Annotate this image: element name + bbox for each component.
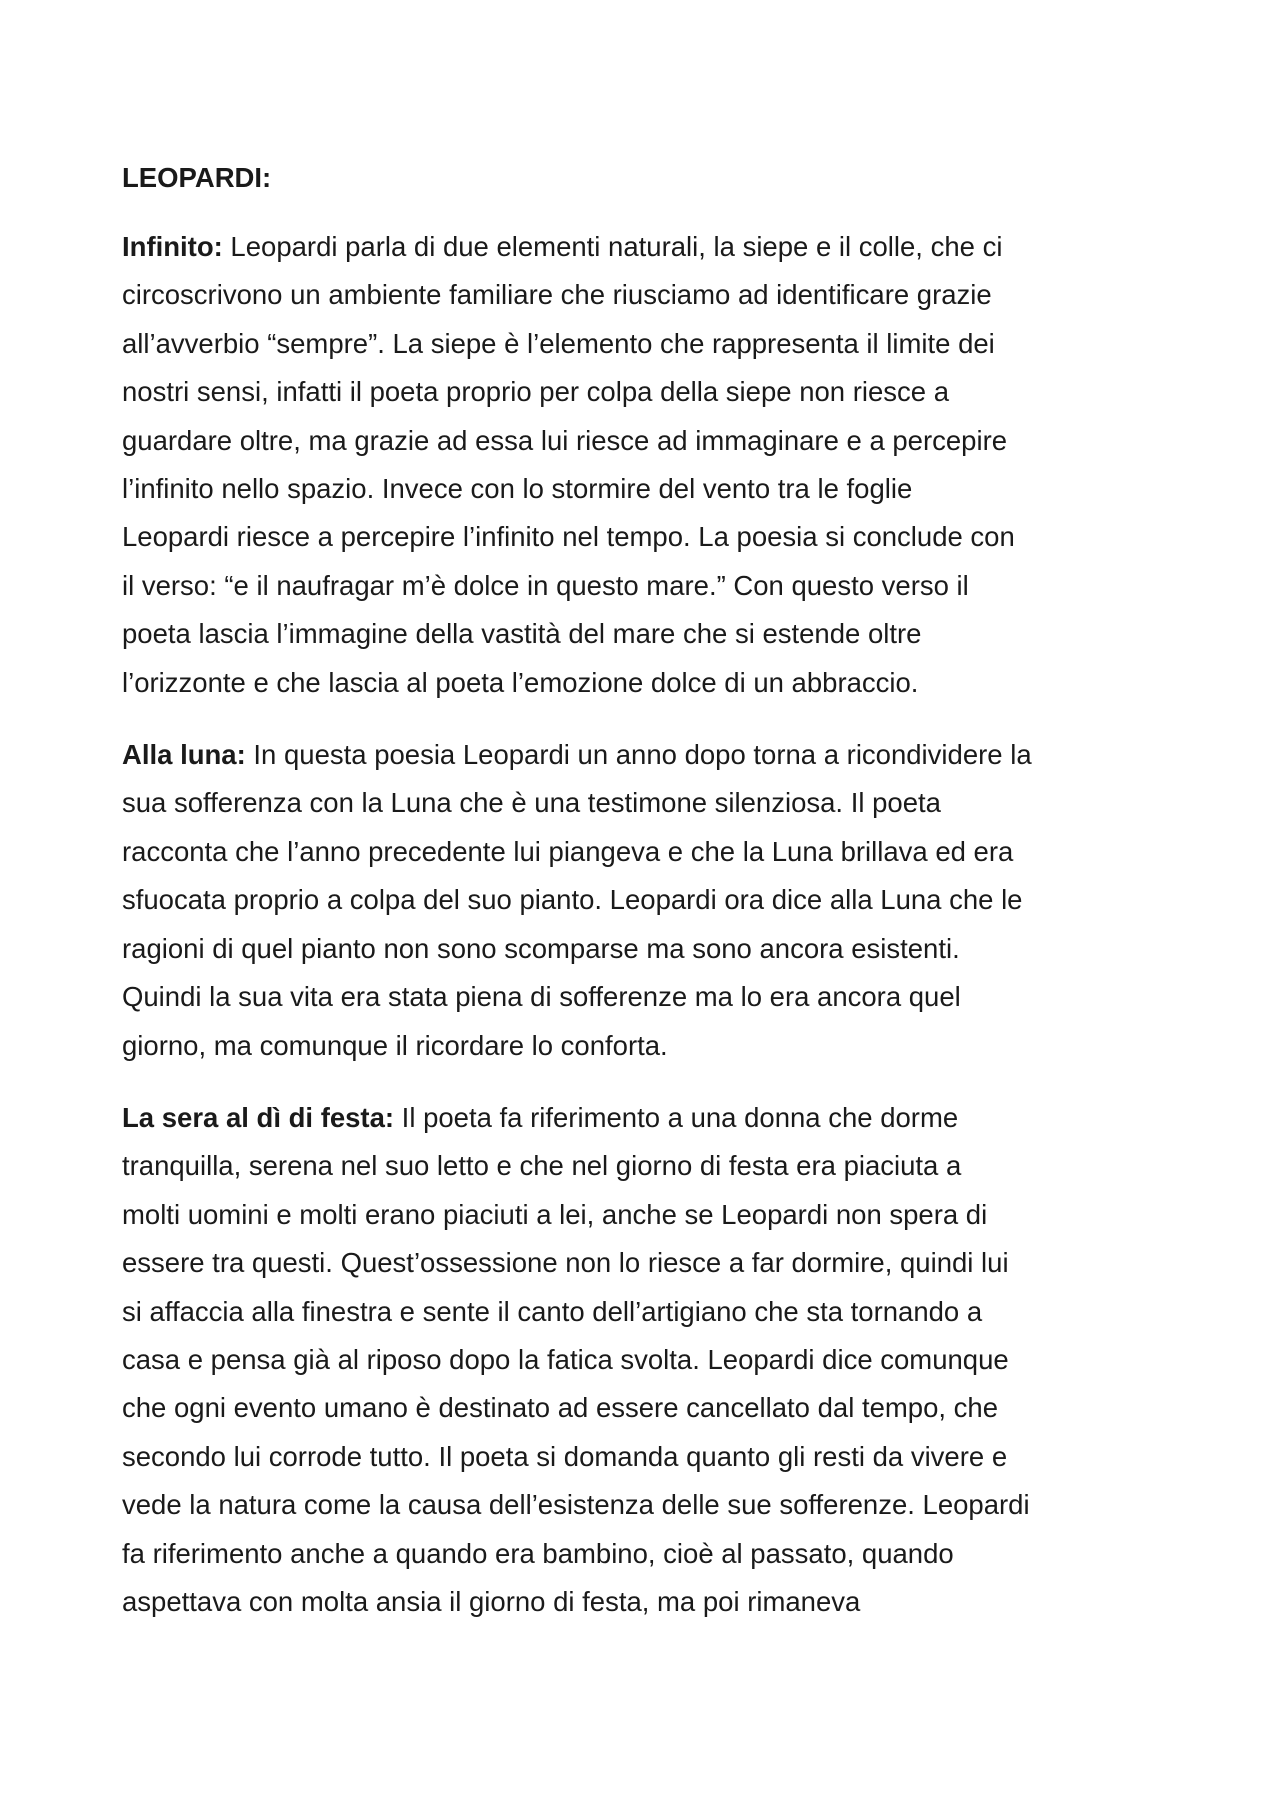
text-line: fa riferimento anche a quando era bambino, cioè al passato, quando xyxy=(122,1537,954,1569)
text-line: circoscrivono un ambiente familiare che riusciamo ad identificare grazie xyxy=(122,279,992,311)
text-line: l’infinito nello spazio. Invece con lo stormire del vento tra le foglie xyxy=(122,473,913,505)
document-page xyxy=(122,158,1172,1650)
text-line: Quindi la sua vita era stata piena di sofferenze ma lo era ancora quel xyxy=(122,981,961,1013)
section-heading: Alla luna: xyxy=(122,739,246,771)
text-line: secondo lui corrode tutto. Il poeta si domanda quanto gli resti da vivere e xyxy=(122,1440,1008,1472)
text-line: In questa poesia Leopardi un anno dopo torna a ricondividere la xyxy=(245,739,1032,771)
text-line: guardare oltre, ma grazie ad essa lui riesce ad immaginare e a percepire xyxy=(122,424,1008,456)
text-line: si affaccia alla finestra e sente il canto dell’artigiano che sta tornando a xyxy=(122,1295,983,1327)
text-line: l’orizzonte e che lascia al poeta l’emozione dolce di un abbraccio. xyxy=(122,666,919,698)
text-line: tranquilla, serena nel suo letto e che nel giorno di festa era piaciuta a xyxy=(122,1150,962,1182)
section-infinito xyxy=(122,223,1172,707)
document-title: LEOPARDI: xyxy=(122,162,272,193)
section-heading: La sera al dì di festa: xyxy=(122,1101,395,1133)
section-alla-luna xyxy=(122,731,1172,1070)
text-line: Leopardi parla di due elementi naturali, la siepe e il colle, che ci xyxy=(222,231,1003,262)
text-line: Il poeta fa riferimento a una donna che dorme xyxy=(394,1101,959,1133)
text-line: all’avverbio “sempre”. La siepe è l’elemento che rappresenta il limite dei xyxy=(122,327,995,359)
text-line: molti uomini e molti erano piaciuti a lei, anche se Leopardi non spera di xyxy=(122,1198,988,1230)
text-line: Leopardi riesce a percepire l’infinito nel tempo. La poesia si conclude con xyxy=(122,521,1015,553)
text-line: racconta che l’anno precedente lui piangeva e che la Luna brillava ed era xyxy=(122,835,1014,867)
text-line: aspettava con molta ansia il giorno di festa, ma poi rimaneva xyxy=(122,1585,861,1617)
text-line: il verso: “e il naufragar m’è dolce in questo mare.” Con questo verso il xyxy=(122,569,969,601)
text-line: giorno, ma comunque il ricordare lo conforta. xyxy=(122,1029,668,1061)
section-heading: Infinito: xyxy=(122,231,223,262)
text-line: poeta lascia l’immagine della vastità del mare che si estende oltre xyxy=(122,618,922,650)
text-line: essere tra questi. Quest’ossessione non lo riesce a far dormire, quindi lui xyxy=(122,1247,1009,1279)
text-line: sua sofferenza con la Luna che è una testimone silenziosa. Il poeta xyxy=(122,787,941,819)
text-line: che ogni evento umano è destinato ad essere cancellato dal tempo, che xyxy=(122,1392,998,1424)
text-line: vede la natura come la causa dell’esistenza delle sue sofferenze. Leopardi xyxy=(122,1489,1030,1521)
text-line: ragioni di quel pianto non sono scomparse ma sono ancora esistenti. xyxy=(122,932,960,964)
text-line: nostri sensi, infatti il poeta proprio per colpa della siepe non riesce a xyxy=(122,376,950,408)
section-la-sera xyxy=(122,1094,1172,1626)
text-line: sfuocata proprio a colpa del suo pianto. Leopardi ora dice alla Luna che le xyxy=(122,884,1023,916)
text-line: casa e pensa già al riposo dopo la fatica svolta. Leopardi dice comunque xyxy=(122,1343,1009,1375)
